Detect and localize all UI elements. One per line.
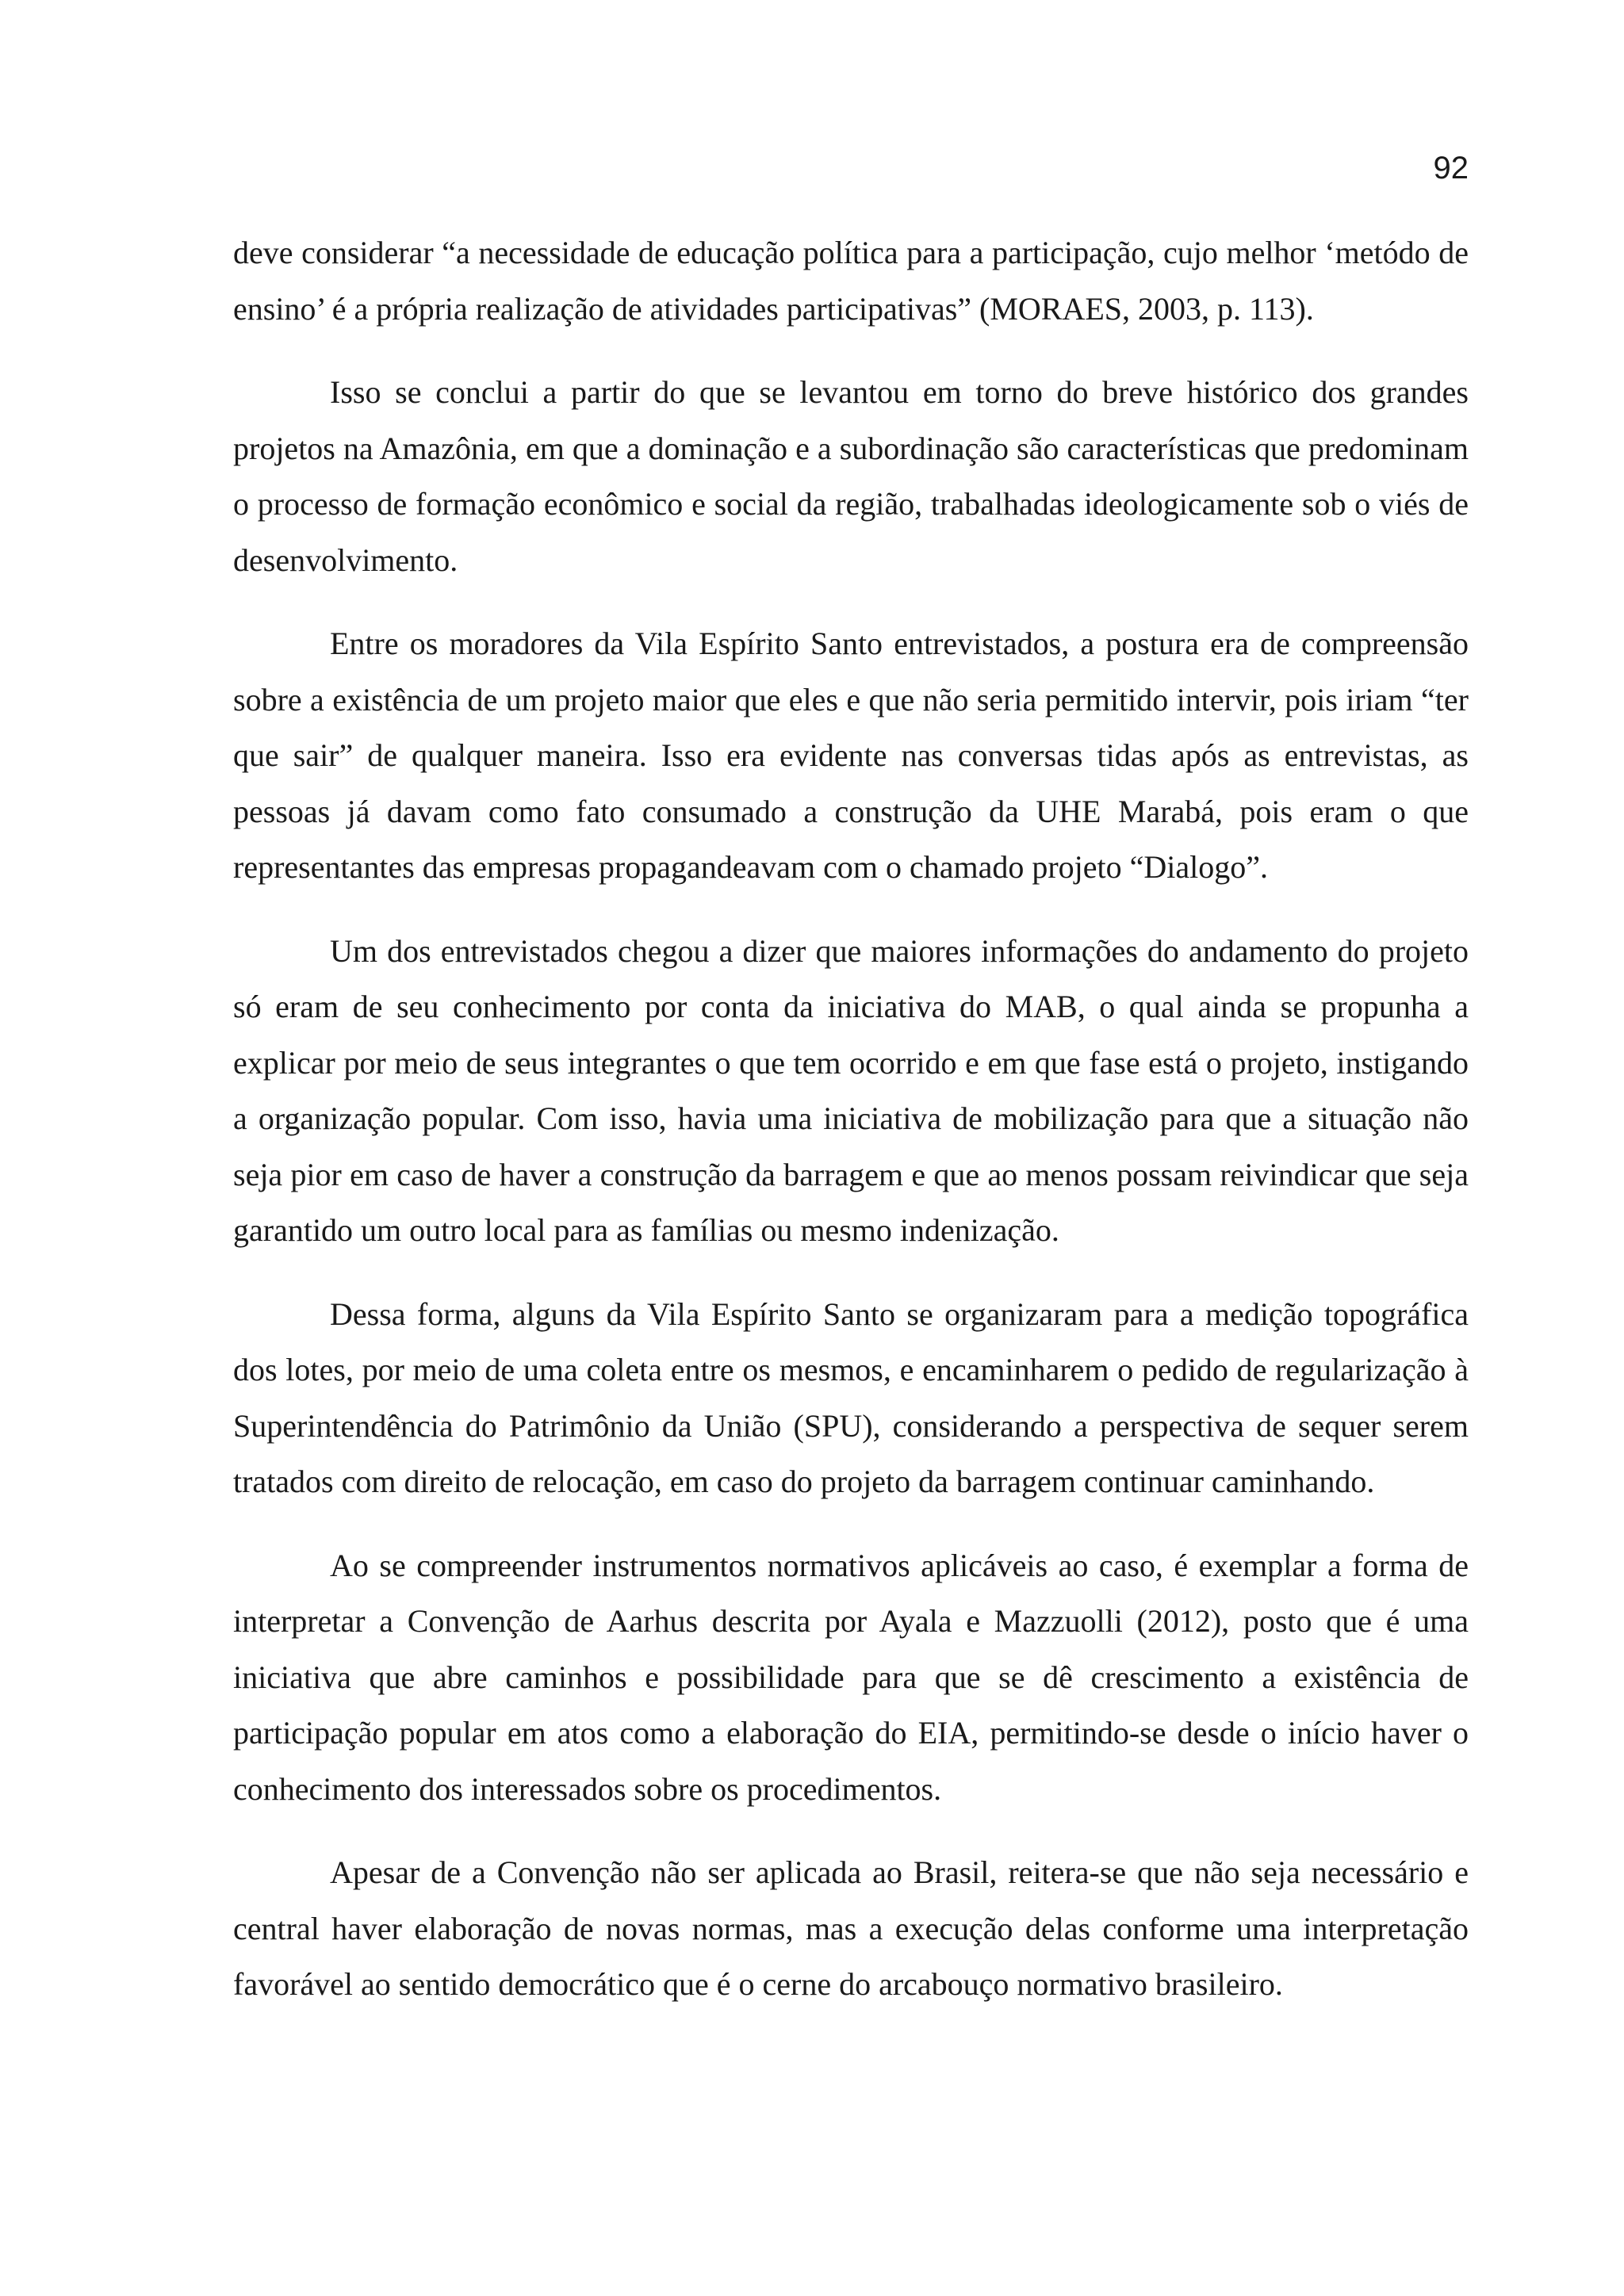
paragraph-topographic-survey: Dessa forma, alguns da Vila Espírito Santo se organizaram para a medição topográfica dos lotes, por meio de uma coleta entre os mesmos, e encaminharem o pedido de regularização à Superintendência do Patrimônio da União (SPU), considerando a perspectiva de sequer serem tratados com direito de relocação, em caso do projeto da barragem continuar caminhando. [233,1295,1469,1499]
paragraph-amazonia-projects: Isso se conclui a partir do que se levantou em torno do breve histórico dos grandes projetos na Amazônia, em que a dominação e a subordinação são características que predominam o processo de formação econômico e social da região, trabalhadas ideologicamente sob o viés de desenvolvimento. [233,374,1469,578]
paragraph-aarhus-convention: Ao se compreender instrumentos normativos aplicáveis ao caso, é exemplar a forma de interpretar a Convenção de Aarhus descrita por Ayala e Mazzuolli (2012), posto que é uma iniciativa que abre caminhos e possibilidade para que se dê crescimento a existência de participação popular em atos como a elaboração do EIA, permitindo-se desde o início haver o conhecimento dos interessados sobre os procedimentos. [233,1547,1469,1807]
paragraph-brazil-norms: Apesar de a Convenção não ser aplicada ao Brasil, reitera-se que não seja necessário e central haver elaboração de novas normas, mas a execução delas conforme uma interpretação favorável ao sentido democrático que é o cerne do arcabouço normativo brasileiro. [233,1854,1469,2002]
paragraph-vila-residents: Entre os moradores da Vila Espírito Santo entrevistados, a postura era de compreensão sobre a existência de um projeto maior que eles e que não seria permitido intervir, pois iriam “ter que sair” de qualquer maneira. Isso era evidente nas conversas tidas após as entrevistas, as pessoas já davam como fato consumado a construção da UHE Marabá, pois eram o que representantes das empresas propagandeavam com o chamado projeto “Dialogo”. [233,626,1469,885]
page-number: 92 [1433,151,1469,186]
paragraph-continuation: deve considerar “a necessidade de educação política para a participação, cujo melhor ‘metódo de ensino’ é a própria realização de atividades participativas” (MORAES, 2003, p. 113). [233,235,1469,327]
paragraph-mab-initiative: Um dos entrevistados chegou a dizer que maiores informações do andamento do projeto só eram de seu conhecimento por conta da iniciativa do MAB, o qual ainda se propunha a explicar por meio de seus integrantes o que tem ocorrido e em que fase está o projeto, instigando a organização popular. Com isso, havia uma iniciativa de mobilização para que a situação não seja pior em caso de haver a construção da barragem e que ao menos possam reivindicar que seja garantido um outro local para as famílias ou mesmo indenização. [233,932,1469,1248]
